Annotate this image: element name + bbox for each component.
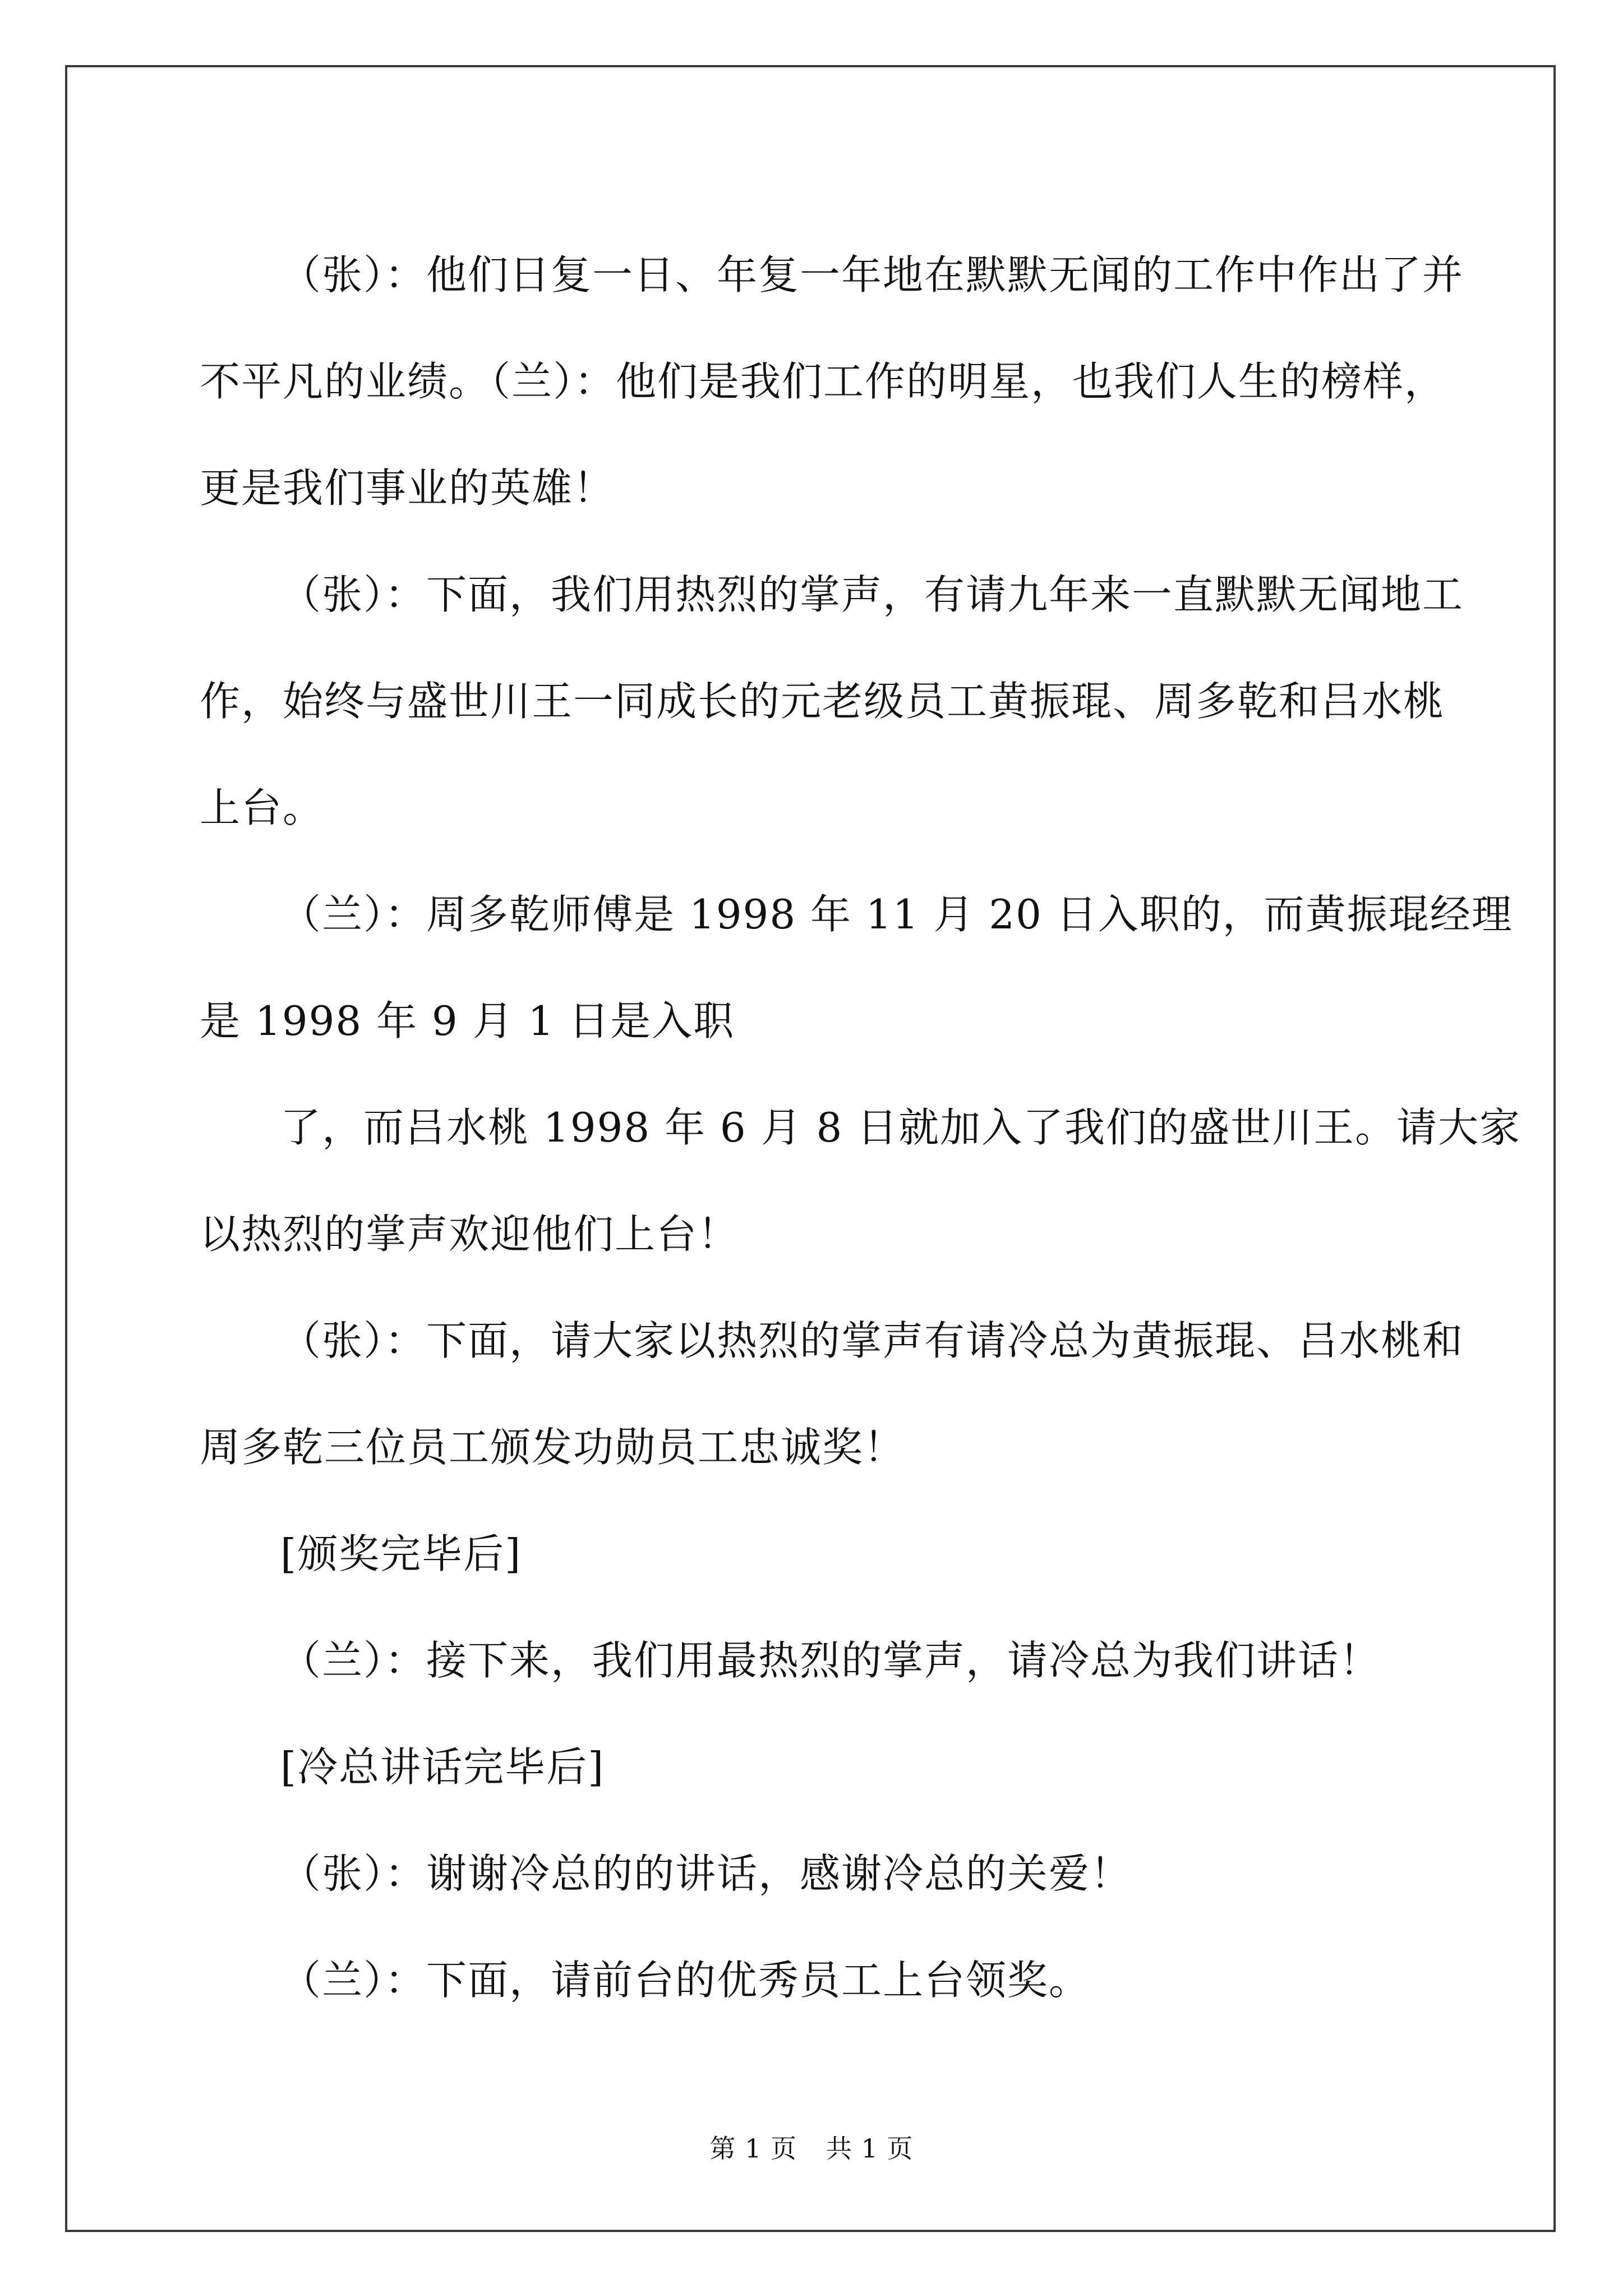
- stage-direction: [冷总讲话完毕后]: [280, 1743, 605, 1791]
- text-line: 更是我们事业的英雄！: [200, 464, 615, 512]
- text-line: （张）：下面，请大家以热烈的掌声有请冷总为黄振琨、吕水桃和: [280, 1317, 1464, 1364]
- stage-direction: [颁奖完毕后]: [280, 1530, 522, 1577]
- text-line: （张）：下面，我们用热烈的掌声，有请九年来一直默默无闻地工: [280, 571, 1464, 618]
- document-body: [200, 222, 1521, 2033]
- text-line: 不平凡的业绩。（兰）：他们是我们工作的明星，也我们人生的榜样，: [200, 358, 1446, 405]
- text-line: 是 1998 年 9 月 1 日是入职: [200, 997, 735, 1045]
- text-line: 作，始终与盛世川王一同成长的元老级员工黄振琨、周多乾和吕水桃: [200, 678, 1445, 725]
- text-line: （兰）：周多乾师傅是 1998 年 11 月 20 日入职的，而黄振琨经理: [280, 891, 1513, 938]
- text-line: 以热烈的掌声欢迎他们上台！: [200, 1211, 740, 1258]
- text-line: （张）：谢谢冷总的的讲话，感谢冷总的关爱！: [280, 1850, 1132, 1897]
- text-line: （张）：他们日复一日、年复一年地在默默无闻的工作中作出了并: [280, 251, 1464, 298]
- text-line: 周多乾三位员工颁发功勋员工忠诚奖！: [200, 1424, 906, 1471]
- page-total: 共 1 页: [826, 2133, 914, 2164]
- text-line: 了，而吕水桃 1998 年 6 月 8 日就加入了我们的盛世川王。请大家: [280, 1104, 1521, 1151]
- page-number: 第 1 页: [709, 2133, 797, 2164]
- text-line: （兰）：下面，请前台的优秀员工上台领奖。: [280, 1957, 1091, 2004]
- page-footer: [0, 2132, 1623, 2165]
- text-line: （兰）：接下来，我们用最热烈的掌声，请冷总为我们讲话！: [280, 1637, 1381, 1684]
- text-line: 上台。: [200, 784, 325, 831]
